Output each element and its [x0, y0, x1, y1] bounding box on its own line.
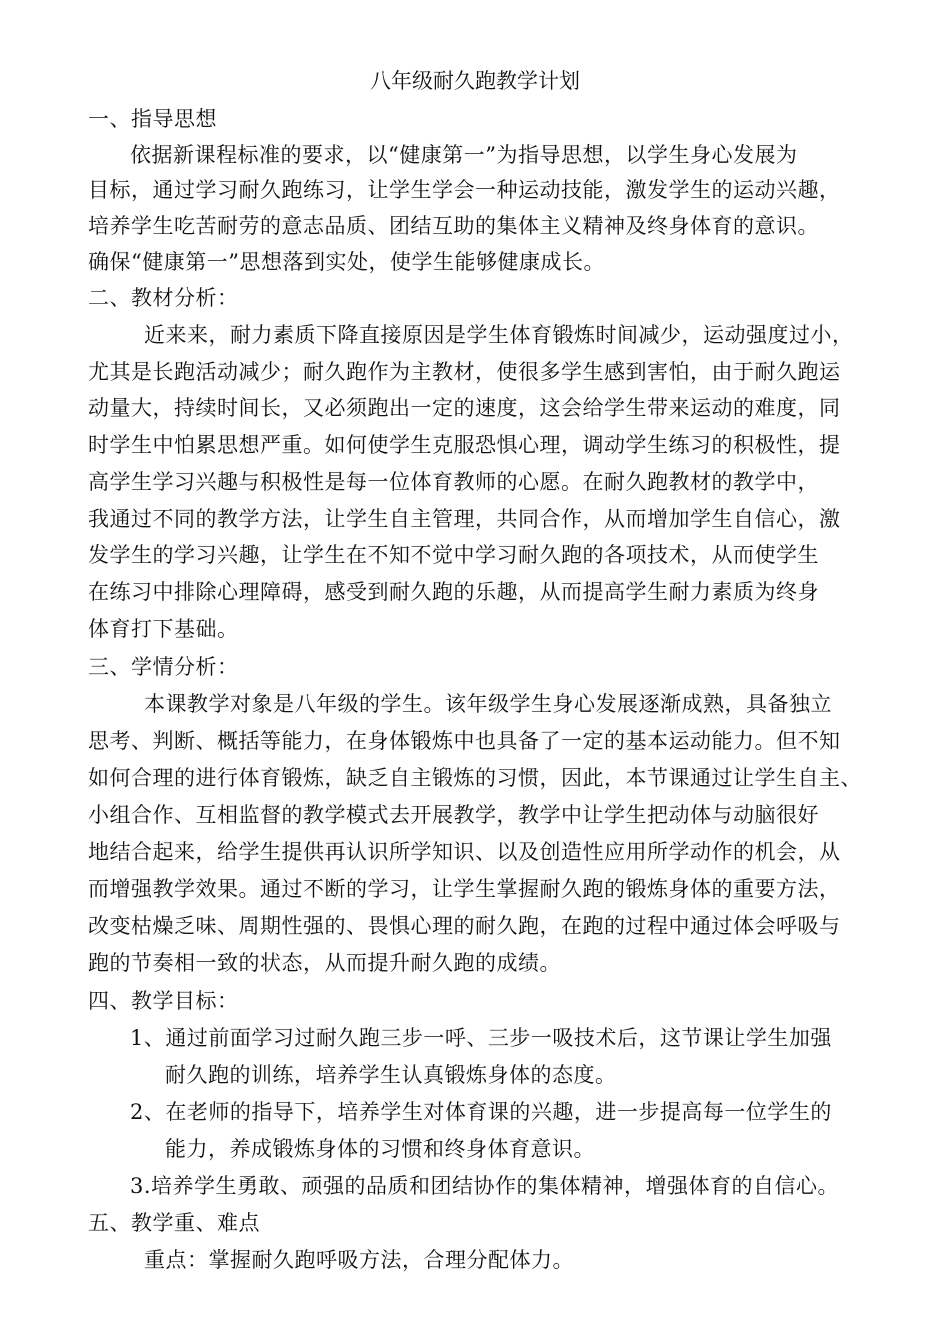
paragraph-line: 如何合理的进行体育锻炼，缺乏自主锻炼的习惯，因此，本节课通过让学生自主、 — [88, 766, 862, 790]
paragraph-line: 地结合起来，给学生提供再认识所学知识、以及创造性应用所学动作的机会，从 — [88, 840, 841, 864]
section-heading-learner-analysis: 三、学情分析： — [88, 655, 239, 679]
paragraph-line: 改变枯燥乏味、周期性强的、畏惧心理的耐久跑，在跑的过程中通过体会呼吸与 — [88, 914, 841, 938]
goal-item-2: 2、在老师的指导下，培养学生对体育课的兴趣，进一步提高每一位学生的 — [130, 1100, 832, 1124]
paragraph-line: 高学生学习兴趣与积极性是每一位体育教师的心愿。在耐久跑教材的教学中， — [88, 470, 819, 494]
paragraph-line: 发学生的学习兴趣，让学生在不知不觉中学习耐久跑的各项技术，从而使学生 — [88, 543, 819, 567]
paragraph-line: 我通过不同的教学方法，让学生自主管理，共同合作，从而增加学生自信心，激 — [88, 507, 841, 531]
paragraph-line: 体育打下基础。 — [88, 617, 239, 641]
paragraph-line: 尤其是长跑活动减少；耐久跑作为主教材，使很多学生感到害怕，由于耐久跑运 — [88, 360, 841, 384]
goal-item-3: 3.培养学生勇敢、顽强的品质和团结协作的集体精神，增强体育的自信心。 — [130, 1174, 840, 1198]
paragraph-line: 思考、判断、概括等能力，在身体锻炼中也具备了一定的基本运动能力。但不知 — [88, 729, 841, 753]
key-point-line: 重点：掌握耐久跑呼吸方法，合理分配体力。 — [144, 1248, 574, 1272]
goal-item-1: 1、通过前面学习过耐久跑三步一呼、三步一吸技术后，这节课让学生加强 — [130, 1026, 832, 1050]
section-heading-teaching-goals: 四、教学目标： — [88, 989, 239, 1013]
paragraph-line: 依据新课程标准的要求，以“健康第一”为指导思想，以学生身心发展为 — [130, 143, 798, 167]
paragraph-line: 小组合作、互相监督的教学模式去开展教学，教学中让学生把动体与动脑很好 — [88, 803, 819, 827]
section-heading-material-analysis: 二、教材分析： — [88, 286, 239, 310]
paragraph-line: 确保“健康第一”思想落到实处，使学生能够健康成长。 — [88, 250, 605, 274]
section-heading-guiding-ideology: 一、指导思想 — [88, 107, 217, 131]
paragraph-line: 动量大，持续时间长，又必须跑出一定的速度，这会给学生带来运动的难度，同 — [88, 396, 841, 420]
paragraph-line: 时学生中怕累思想严重。如何使学生克服恐惧心理，调动学生练习的积极性，提 — [88, 433, 841, 457]
paragraph-line: 而增强教学效果。通过不断的学习，让学生掌握耐久跑的锻炼身体的重要方法， — [88, 877, 841, 901]
paragraph-line: 目标，通过学习耐久跑练习，让学生学会一种运动技能，激发学生的运动兴趣， — [88, 178, 841, 202]
paragraph-line: 跑的节奏相一致的状态，从而提升耐久跑的成绩。 — [88, 951, 561, 975]
paragraph-line: 近来来，耐力素质下降直接原因是学生体育锻炼时间减少，运动强度过小， — [144, 323, 854, 347]
paragraph-line: 在练习中排除心理障碍，感受到耐久跑的乐趣，从而提高学生耐力素质为终身 — [88, 580, 819, 604]
paragraph-line: 本课教学对象是八年级的学生。该年级学生身心发展逐渐成熟，具备独立 — [144, 692, 832, 716]
document-title: 八年级耐久跑教学计划 — [370, 69, 580, 93]
paragraph-line: 培养学生吃苦耐劳的意志品质、团结互助的集体主义精神及终身体育的意识。 — [88, 214, 819, 238]
goal-item-1-continued: 耐久跑的训练，培养学生认真锻炼身体的态度。 — [165, 1063, 617, 1087]
section-heading-key-points: 五、教学重、难点 — [88, 1211, 260, 1235]
goal-item-2-continued: 能力，养成锻炼身体的习惯和终身体育意识。 — [165, 1137, 595, 1161]
